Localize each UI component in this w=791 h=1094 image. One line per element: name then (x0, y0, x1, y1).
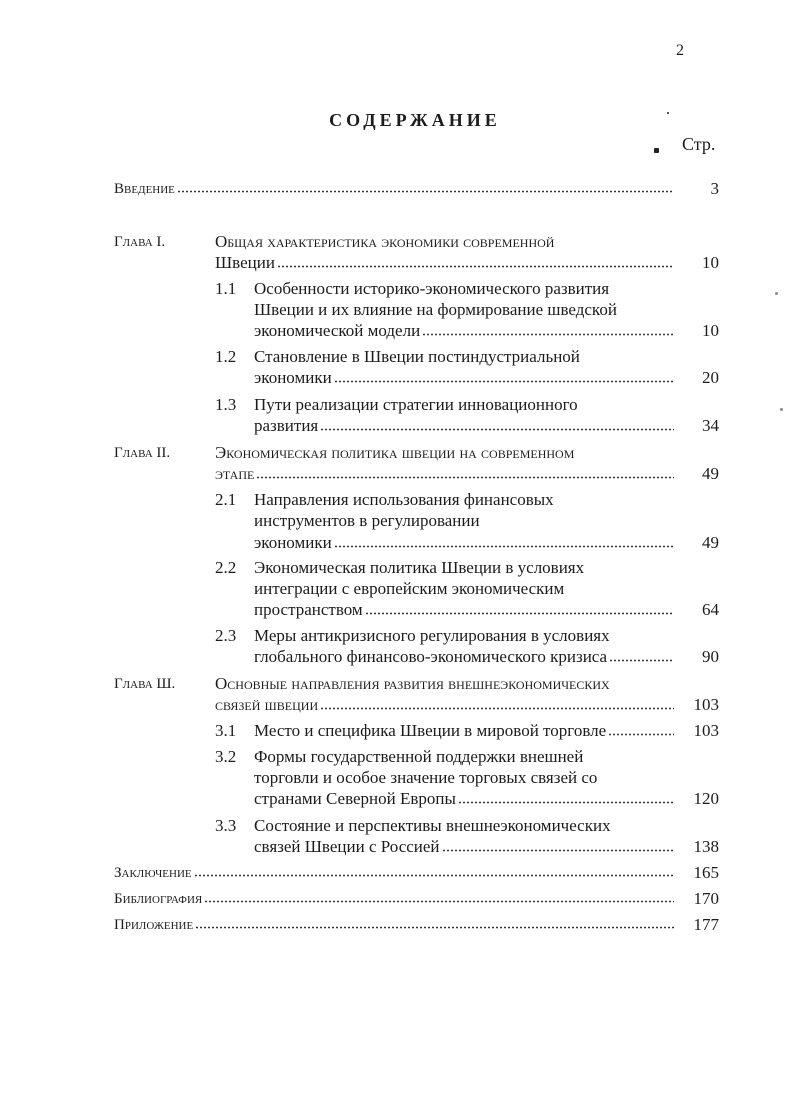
toc-page-number: 120 (693, 789, 719, 808)
toc-entry-conclusion[interactable] (114, 862, 674, 884)
section-title-line[interactable]: интеграции с европейским экономическим (254, 579, 565, 598)
toc-page-number: 90 (702, 647, 719, 666)
leader-dots (608, 733, 674, 736)
leader-dots (609, 659, 674, 662)
toc-entry-section-3-1[interactable] (254, 720, 674, 742)
page-column-header: Стр. (682, 134, 716, 154)
toc-entry-chapter-3[interactable] (215, 694, 674, 716)
chapter-title-line: Швеции (215, 253, 275, 272)
toc-entry-chapter-1[interactable] (215, 252, 674, 274)
section-title-line: связей Швеции с Россией (254, 837, 440, 856)
chapter-title-line[interactable]: Общая характеристика экономики современной (215, 232, 555, 251)
toc-entry-label: Приложение (114, 917, 194, 933)
section-title-line: Место и специфика Швеции в мировой торговле (254, 721, 607, 740)
toc-entry-section-2-3[interactable] (254, 646, 674, 668)
toc-page-number: 138 (693, 837, 719, 856)
toc-entry-section-1-2[interactable] (254, 367, 674, 389)
section-number: 2.3 (215, 626, 237, 645)
toc-page-number: 103 (693, 721, 719, 740)
toc-entry-section-3-3[interactable] (254, 836, 674, 858)
toc-page-number: 103 (693, 695, 719, 714)
section-title-line: экономической модели (254, 321, 421, 340)
section-number: 1.3 (215, 395, 237, 414)
toc-entry-section-3-2[interactable] (254, 788, 674, 810)
section-title-line[interactable]: Пути реализации стратегии инновационного (254, 395, 578, 414)
toc-entry-chapter-2[interactable] (215, 463, 674, 485)
toc-entry-intro[interactable] (114, 178, 674, 200)
leader-dots (177, 190, 674, 193)
section-title-line[interactable]: Особенности историко-экономического развития (254, 279, 610, 298)
page-title: СОДЕРЖАНИЕ (329, 110, 501, 130)
toc-page-number: 34 (702, 416, 719, 435)
chapter-title-line: этапе (215, 464, 255, 483)
section-title-line: глобального финансово-экономического кризиса (254, 647, 608, 666)
chapter-title-line[interactable]: Экономическая политика швеции на современном (215, 443, 575, 462)
section-title-line: странами Северной Европы (254, 789, 456, 808)
section-number: 2.1 (215, 490, 237, 509)
section-title-line: экономики (254, 533, 332, 552)
chapter-title-line: связей швеции (215, 695, 319, 714)
toc-page-number: 64 (702, 600, 719, 619)
leader-dots (422, 333, 674, 336)
toc-page-number: 177 (693, 915, 719, 934)
toc-page-number: 20 (702, 368, 719, 387)
leader-dots (320, 428, 674, 431)
chapter-title-line[interactable]: Основные направления развития внешнеэкономических (215, 674, 610, 693)
section-title-line[interactable]: торговли и особое значение торговых связей со (254, 768, 598, 787)
section-title-line: экономики (254, 368, 332, 387)
leader-dots (256, 476, 674, 479)
section-title-line[interactable]: Состояние и перспективы внешнеэкономических (254, 816, 611, 835)
margin-speck (775, 292, 778, 295)
toc-page-number: 170 (693, 889, 719, 908)
toc-page-number: 49 (702, 464, 719, 483)
section-title-line[interactable]: Направления использования финансовых (254, 490, 554, 509)
section-title-line: пространством (254, 600, 363, 619)
leader-dots (277, 265, 674, 268)
section-title-line: развития (254, 416, 319, 435)
leader-dots (320, 707, 674, 710)
toc-page-number: 165 (693, 863, 719, 882)
section-title-line[interactable]: Становление в Швеции постиндустриальной (254, 347, 580, 366)
leader-dots (458, 801, 674, 804)
toc-entry-section-2-1[interactable] (254, 532, 674, 554)
section-number: 3.1 (215, 721, 237, 740)
toc-entry-label: Введение (114, 181, 175, 197)
leader-dots (334, 380, 674, 383)
toc-entry-appendix[interactable] (114, 914, 674, 936)
toc-entry-section-2-2[interactable] (254, 599, 674, 621)
toc-page-number: 49 (702, 533, 719, 552)
leader-dots (195, 926, 674, 929)
toc-page-number: 10 (702, 321, 719, 340)
leader-dots (194, 874, 674, 877)
chapter-label: Глава I. (114, 234, 166, 250)
leader-dots (334, 545, 674, 548)
toc-entry-section-1-1[interactable] (254, 320, 674, 342)
section-title-line[interactable]: Меры антикризисного регулирования в условиях (254, 626, 610, 645)
section-title-line[interactable]: инструментов в регулировании (254, 511, 480, 530)
section-number: 3.3 (215, 816, 237, 835)
leader-dots (204, 900, 674, 903)
chapter-label: Глава Ш. (114, 676, 176, 692)
leader-dots (442, 849, 674, 852)
page-number: 2 (676, 42, 684, 59)
section-number: 1.2 (215, 347, 237, 366)
section-title-line[interactable]: Формы государственной поддержки внешней (254, 747, 584, 766)
toc-entry-label: Библиография (114, 891, 203, 907)
scan-bullet-mark (654, 148, 659, 153)
toc-entry-section-1-3[interactable] (254, 415, 674, 437)
toc-page-number: 3 (710, 179, 719, 198)
section-title-line[interactable]: Экономическая политика Швеции в условиях (254, 558, 585, 577)
toc-page-number: 10 (702, 253, 719, 272)
toc-entry-label: Заключение (114, 865, 192, 881)
margin-speck (780, 408, 783, 411)
section-number: 2.2 (215, 558, 237, 577)
section-title-line[interactable]: Швеции и их влияние на формирование шведской (254, 300, 617, 319)
section-number: 1.1 (215, 279, 237, 298)
leader-dots (365, 612, 674, 615)
toc-entry-bibliography[interactable] (114, 888, 674, 910)
chapter-label: Глава II. (114, 445, 171, 461)
section-number: 3.2 (215, 747, 237, 766)
